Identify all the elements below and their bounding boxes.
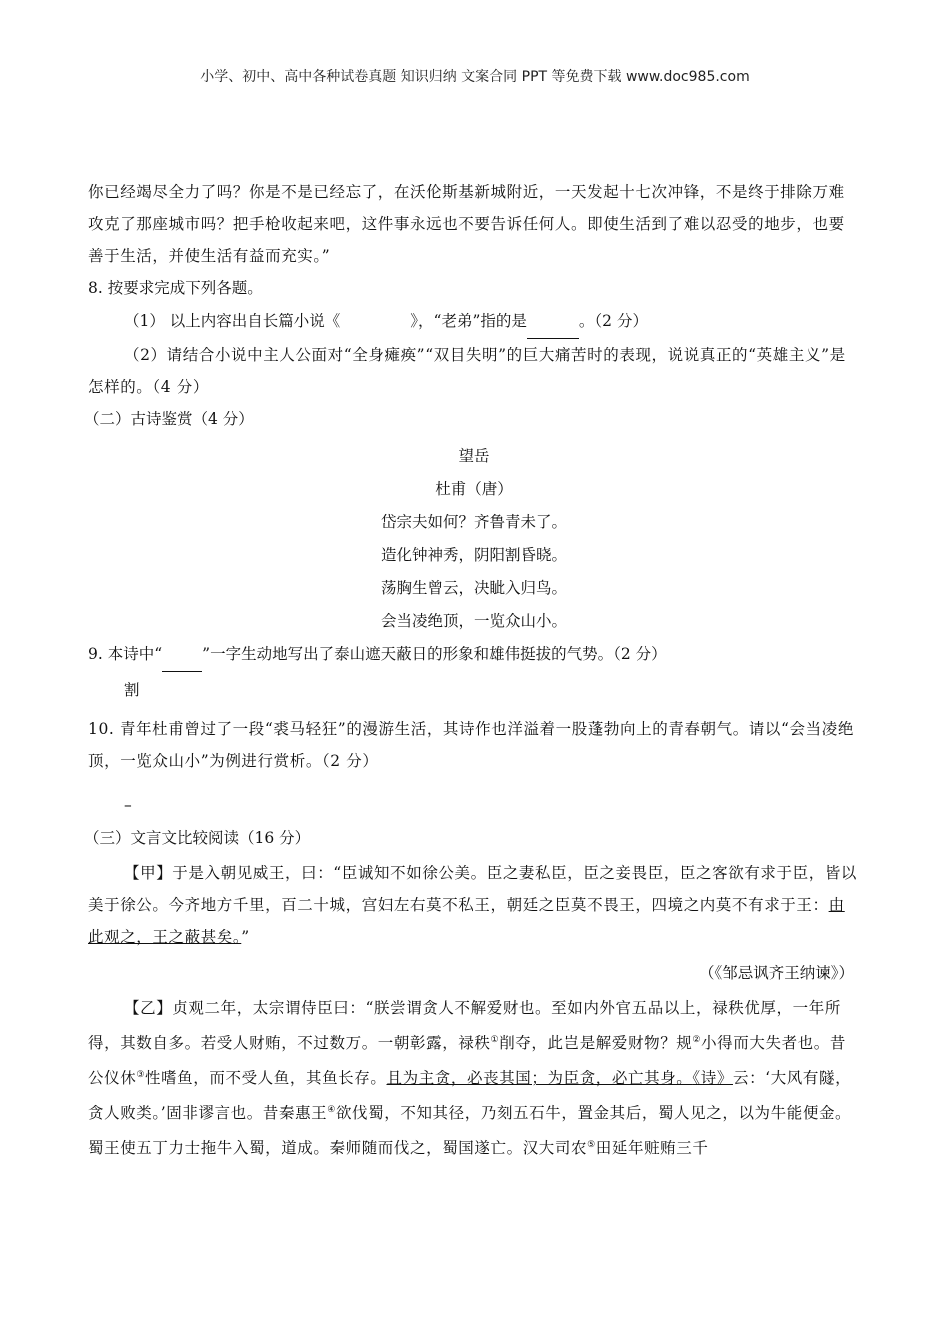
footnote-mark: ⑤ (587, 1140, 596, 1151)
q9 (88, 638, 860, 672)
yi-segment: 云：‘大风有隧，贪人败类。’固非谬言也。昔秦惠王 (88, 1069, 852, 1123)
poem-author: 杜甫（唐） (435, 480, 513, 498)
yi-segment: 田延年赃贿三千 (595, 1139, 709, 1158)
section3-title: （三）文言文比较阅读（16 分） (84, 829, 311, 847)
jia-end: ” (241, 928, 250, 946)
page-header: 小学、初中、高中各种试卷真题 知识归纳 文案合同 PPT 等免费下载 www.doc985.com (200, 69, 750, 85)
q9-tail: ”一字生动地写出了泰山遮天蔽日的形象和雄伟挺拔的气势。（2 分） (202, 645, 667, 663)
passage-text: 你已经竭尽全力了吗？你是不是已经忘了，在沃伦斯基新城附近，一天发起十七次冲锋，不是终于排除万难攻克了那座城市吗？把手枪收起来吧，这件事永远也不要告诉任何人。即使生活到了难以忍受的地步，也要善于生活，并使生活有益而充实。” (88, 183, 845, 265)
q10: 10. 青年杜甫曾过了一段“裘马轻狂”的漫游生活，其诗作也洋溢着一股蓬勃向上的青春朝气。请以“会当凌绝顶，一览众山小”为例进行赏析。（2 分） (88, 720, 854, 770)
q8-part1 (88, 305, 860, 339)
q9-lead: 9. 本诗中“ (88, 645, 163, 663)
q8-title: 8. 按要求完成下列各题。 (88, 279, 263, 297)
q8-part1-tail: 。（2 分） (578, 312, 648, 330)
yi-segment: 性嗜鱼，而不受人鱼，其鱼长存。 (144, 1069, 387, 1088)
yi-segment: 小得而大失者也。昔公仪休 (88, 1034, 846, 1088)
poem-line: 荡胸生曾云，决眦入归鸟。 (380, 579, 567, 597)
q8-part2: （2）请结合小说中主人公面对“全身瘫痪”“双目失明”的巨大痛苦时的表现，说说真正的“英雄主义”是怎样的。（4 分） (88, 346, 846, 396)
footnote-mark: ③ (136, 1070, 145, 1081)
jia-underlined: 由此观之，王之蔽甚矣。 (88, 896, 845, 946)
poem-line: 岱宗夫如何？齐鲁青未了。 (380, 513, 567, 531)
yi-shi: 《诗》 (692, 1069, 733, 1088)
q10-answer-mark: – (124, 796, 132, 814)
footnote-mark: ② (692, 1035, 702, 1045)
q8-part1-lead: （1） 以上内容出自长篇小说《 (124, 312, 341, 330)
yi-underlined: 且为主贪，必丧其国；为臣贪，必亡其身。 (386, 1069, 693, 1088)
q8-part1-mid: 》，“老弟”指的是 (410, 312, 527, 330)
poem-line: 造化钟神秀，阴阳割昏晓。 (380, 546, 567, 564)
jia-source: （《邹忌讽齐王纳谏》） (698, 964, 854, 982)
q9-blank[interactable] (162, 638, 202, 672)
q9-answer: 割 (124, 681, 140, 699)
section2-title: （二）古诗鉴赏（4 分） (84, 410, 254, 428)
footnote-mark: ① (490, 1035, 500, 1045)
poem-title: 望岳 (458, 447, 490, 465)
yi-segment: 削夺，此岂是解爱财物？规 (499, 1034, 693, 1053)
answer-blank[interactable] (527, 305, 579, 339)
jia-text (88, 857, 860, 953)
yi-segment: 欲伐蜀，不知其径，乃刻五石牛，置金其后，蜀人见之，以为牛能便金。蜀王使五丁力士拖牛入蜀，道成。秦师随而伐之，蜀国遂亡。汉大司农 (88, 1104, 852, 1158)
footnote-mark: ④ (327, 1105, 336, 1116)
yi-text (88, 992, 860, 1165)
document-body (84, 176, 860, 1165)
yi-segment: 【乙】贞观二年，太宗谓侍臣曰：“朕尝谓贪人不解爱财也。至如内外官五品以上，禄秩优厚，一年所得，其数自多。若受人财贿，不过数万。一朝彰露，禄秩 (88, 999, 841, 1053)
jia-body: 【甲】于是入朝见威王，曰：“臣诚知不如徐公美。臣之妻私臣，臣之妾畏臣，臣之客欲有求于臣，皆以美于徐公。今齐地方千里，百二十城，宫妇左右莫不私王，朝廷之臣莫不畏王，四境之内莫不有求于王： (88, 864, 858, 914)
poem-line: 会当凌绝顶，一览众山小。 (380, 612, 567, 630)
